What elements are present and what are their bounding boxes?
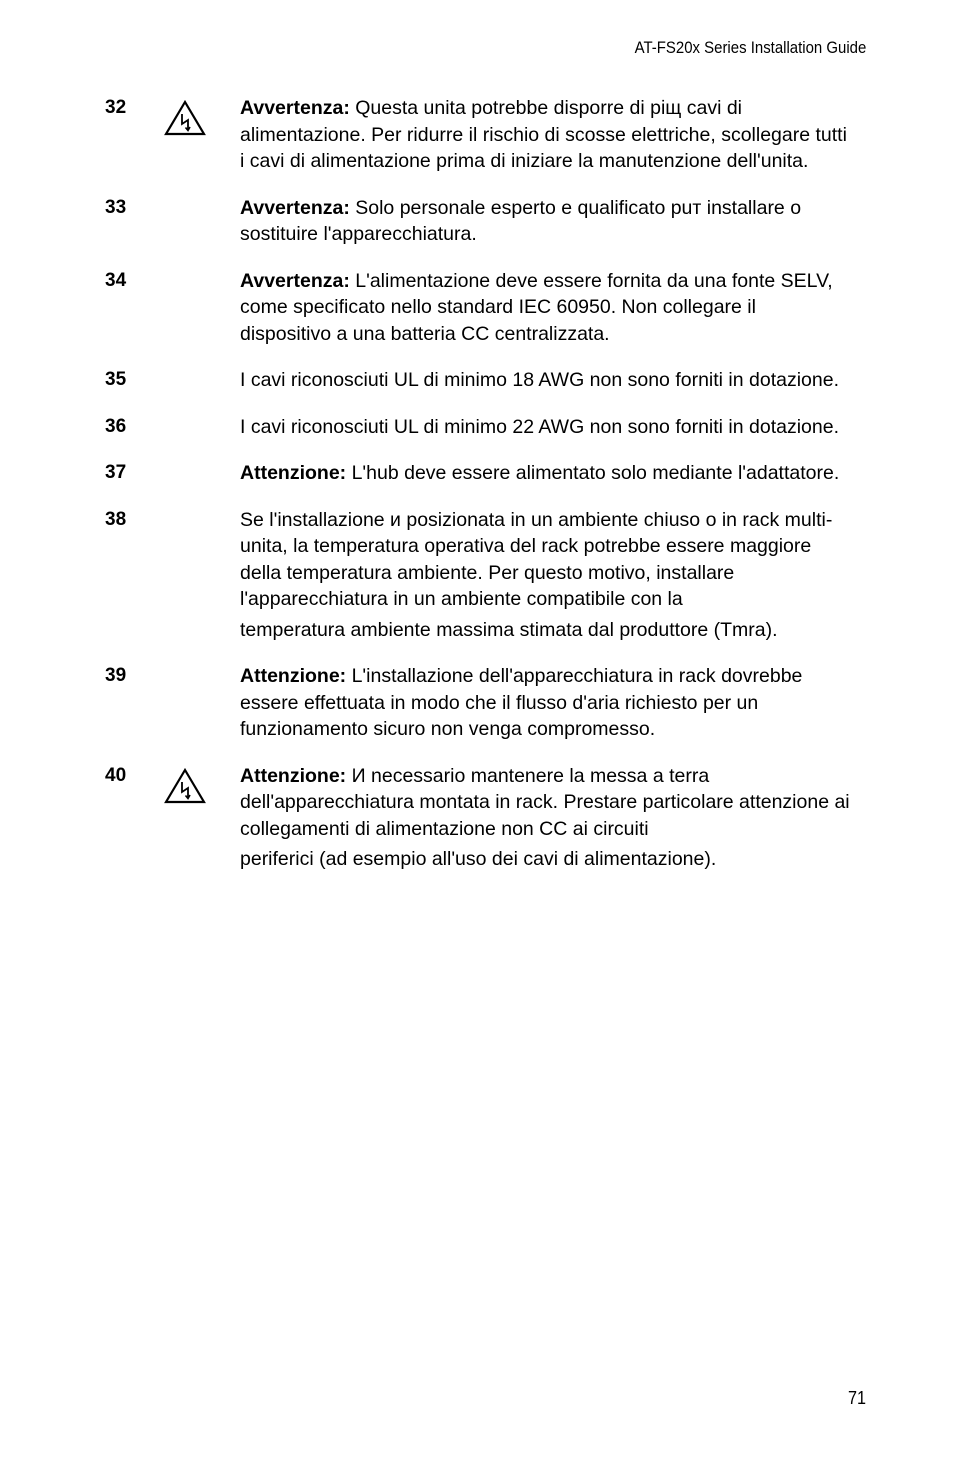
list-item: [0, 195, 954, 248]
list-item: [0, 663, 954, 743]
item-number: 39: [105, 665, 127, 686]
item-body: И necessario mantenere la messa a terra dell'apparecchiatura montata in rack. Prestare particolare attenzione ai collegamenti di alimentazione non CC ai circuiti: [240, 764, 850, 840]
item-body: L'installazione dell'apparecchiatura in rack dovrebbe essere effettuata in modo che il flusso d'aria richiesto per un funzionamento sicuro non venga compromesso.: [240, 665, 803, 740]
item-number: 33: [105, 196, 127, 218]
item-body: Se l'installazione и posizionata in un ambiente chiuso o in rack multi-unita, la temperatura operativa del rack potrebbe essere maggiore della temperatura ambiente. Per questo motivo, installare l'apparecchiatura in un ambiente compatibile con la: [240, 508, 833, 610]
electrical-hazard-icon: [164, 99, 206, 137]
item-body: Solo personale esperto e qualificato puт installare o sostituire l'apparecchiatura.: [240, 196, 802, 245]
warning-list: [0, 95, 954, 893]
item-lead: Avvertenza:: [240, 97, 350, 119]
list-item: [0, 507, 954, 644]
item-number: 36: [105, 415, 127, 437]
item-text: [240, 663, 852, 743]
item-number: 32: [105, 97, 127, 118]
item-body-tail: periferici (ad esempio all'uso dei cavi di alimentazione).: [240, 848, 717, 870]
running-header: AT-FS20x Series Installation Guide: [634, 38, 866, 57]
item-lead: Avvertenza:: [240, 269, 350, 292]
electrical-hazard-icon: [164, 767, 206, 805]
item-number: 40: [105, 764, 127, 786]
item-number: 34: [105, 269, 127, 291]
item-text: [240, 460, 852, 487]
item-text: [240, 763, 852, 873]
item-body: L'hub deve essere alimentato solo mediante l'adattatore.: [346, 462, 840, 484]
page-number: 71: [847, 1388, 866, 1408]
list-item: [0, 95, 954, 175]
item-body: Questa unita potrebbe disporre di ріщ cavi di alimentazione. Per ridurre il rischio di scosse elettriche, scollegare tutti i cavi di alimentazione prima di iniziare la manutenzione dell'unita.: [240, 97, 847, 172]
item-text: [240, 268, 852, 348]
item-text: [240, 195, 852, 248]
item-body-tail: temperatura ambiente massima stimata dal produttore (Tmra).: [240, 618, 778, 641]
list-item: [0, 460, 954, 487]
item-text: [240, 507, 852, 644]
item-lead: Attenzione:: [240, 764, 347, 787]
item-number: 35: [105, 369, 127, 390]
item-body: L'alimentazione deve essere fornita da una fonte SELV, come specificato nello standard IEC 60950. Non collegare il dispositivo a una batteria CC centralizzata.: [240, 269, 833, 345]
list-item: [0, 414, 954, 441]
item-number: 37: [105, 462, 127, 483]
list-item: [0, 367, 954, 394]
list-item: [0, 268, 954, 348]
list-item: [0, 763, 954, 873]
item-lead: Attenzione:: [240, 665, 347, 687]
item-text: [240, 367, 852, 394]
item-text: [240, 95, 852, 175]
item-lead: Avvertenza:: [240, 196, 350, 219]
item-body: I cavi riconosciuti UL di minimo 18 AWG non sono forniti in dotazione.: [240, 369, 840, 391]
item-body: I cavi riconosciuti UL di minimo 22 AWG non sono forniti in dotazione.: [240, 415, 840, 438]
item-text: [240, 414, 852, 441]
item-lead: Attenzione:: [240, 462, 347, 484]
item-number: 38: [105, 508, 127, 530]
